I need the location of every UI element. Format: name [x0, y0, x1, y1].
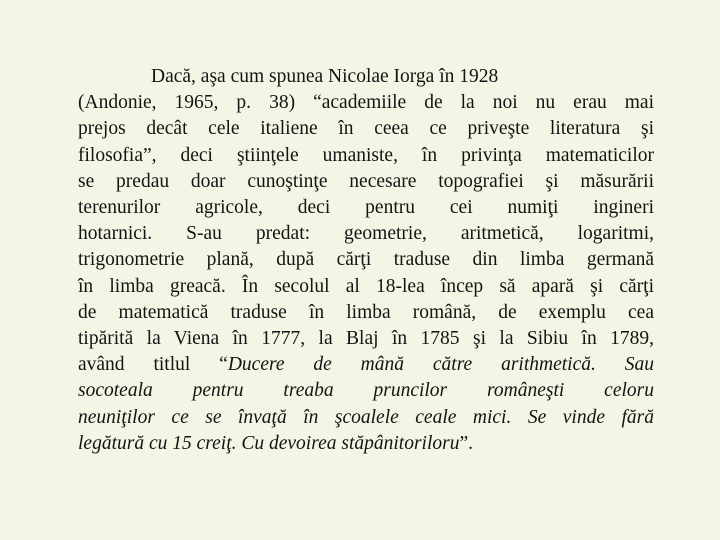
text-line: [78, 378, 654, 404]
text-line: [78, 352, 654, 378]
text-line: [78, 195, 654, 221]
text-line: [78, 143, 654, 169]
text-segment: (Andonie, 1965, p. 38) “academiile de la noi nu erau mai: [78, 92, 654, 114]
text-paragraph: [78, 64, 654, 457]
italic-title-segment: legătură cu 15 creiţ. Cu devoirea stăpânitoriloru: [78, 432, 460, 454]
text-line: [78, 116, 654, 142]
italic-title-segment: neuniţilor ce se învaţă în şcoalele ceale mici. Se vinde fără: [78, 406, 654, 428]
text-line: [78, 300, 654, 326]
text-segment: ”.: [459, 432, 474, 454]
text-line: [78, 247, 654, 273]
text-segment: având titlul “: [78, 354, 228, 376]
text-segment: prejos decât cele italiene în ceea ce priveşte literatura şi: [78, 118, 654, 140]
text-segment: filosofia”, deci ştiinţele umaniste, în privinţa matematicilor: [78, 144, 654, 166]
text-line: [78, 169, 654, 195]
text-segment: Dacă, aşa cum spunea Nicolae Iorga în 1928: [151, 66, 499, 87]
text-segment: tipărită la Viena în 1777, la Blaj în 1785 şi la Sibiu în 1789,: [78, 328, 654, 350]
italic-title-segment: Ducere de mână către arithmetică. Sau: [227, 354, 654, 376]
text-line: [78, 90, 654, 116]
text-segment: în limba greacă. În secolul al 18-lea încep să apară şi cărţi: [78, 275, 654, 297]
text-segment: terenurilor agricole, deci pentru cei numiţi ingineri: [78, 197, 654, 219]
text-segment: se predau doar cunoştinţe necesare topografiei şi măsurării: [78, 170, 654, 192]
text-segment: de matematică traduse în limba română, de exemplu cea: [78, 301, 654, 323]
text-line: [78, 221, 654, 247]
text-line: [78, 326, 654, 352]
text-segment: trigonometrie plană, după cărţi traduse din limba germană: [78, 249, 654, 271]
text-line: [78, 431, 654, 457]
text-line: [78, 274, 654, 300]
text-segment: hotarnici. S-au predat: geometrie, aritmetică, logaritmi,: [78, 223, 654, 245]
text-line: [78, 64, 654, 90]
italic-title-segment: socoteala pentru treaba pruncilor româneşti celoru: [78, 380, 654, 402]
text-line: [78, 405, 654, 431]
